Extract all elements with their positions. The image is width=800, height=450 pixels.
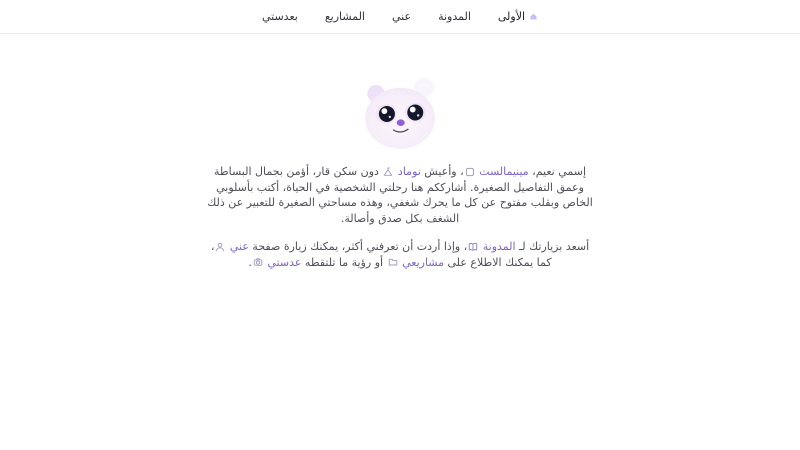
lens-link[interactable]: عدستي	[267, 255, 302, 269]
nav-item-label: المدونة	[438, 10, 471, 23]
text-segment: إسمي نعيم،	[528, 165, 587, 178]
text-segment: ، كما يمكنك الاطلاع على	[210, 240, 552, 269]
main-content	[0, 76, 800, 270]
blog-link[interactable]: المدونة	[482, 240, 516, 253]
nomad-link[interactable]: نوماد	[397, 165, 421, 178]
nav-item-home[interactable]	[498, 11, 538, 22]
nav-item-about[interactable]	[392, 11, 411, 22]
tent-icon	[383, 167, 393, 177]
nav-item-projects[interactable]	[325, 11, 365, 22]
person-icon	[215, 242, 225, 252]
panda-bear-illustration	[360, 76, 440, 149]
square-icon	[465, 167, 475, 177]
text-segment: ، وأعيش	[420, 165, 464, 178]
nav-item-label: الأولى	[497, 10, 526, 23]
nav-item-label: المشاريع	[324, 10, 365, 23]
nav-item-photography[interactable]	[262, 11, 298, 22]
paragraph-1	[204, 164, 596, 226]
panda-bear-mascot	[0, 76, 800, 149]
nav-item-blog[interactable]	[438, 11, 471, 22]
camera-icon	[253, 257, 263, 267]
books-icon	[468, 242, 478, 252]
nav-item-label: عني	[392, 10, 412, 23]
text-segment: أسعد بزيارتك لـ	[515, 240, 590, 253]
nav-item-label: بعدستي	[261, 10, 298, 23]
text-segment: أو رؤية ما تلتقطه	[301, 255, 387, 269]
minimalist-link[interactable]: مينيمالست	[479, 165, 529, 178]
projects-link[interactable]: مشاريعي	[402, 255, 445, 269]
home-icon	[529, 12, 538, 21]
folder-icon	[388, 257, 398, 267]
text-segment: دون سكن قار، أؤمن بجمال البساطة وعمق التفاصيل الصغيرة. أشارككم هنا رحلتي الشخصية في الحياة، أكتب بأسلوبي الخاص وبقلب مفتوح عن كل ما يحرك شغفي، وهذه مساحتي الصغيرة للتعبير عن ذلك الشغف بكل صدق وأصالة.	[207, 165, 593, 225]
text-segment: .	[248, 255, 252, 269]
paragraph-2	[204, 239, 596, 270]
top-nav	[0, 0, 800, 34]
about-link[interactable]: عني	[229, 240, 249, 253]
text-segment: ، وإذا أردت أن تعرفني أكثر، يمكنك زيارة صفحة	[248, 240, 468, 253]
